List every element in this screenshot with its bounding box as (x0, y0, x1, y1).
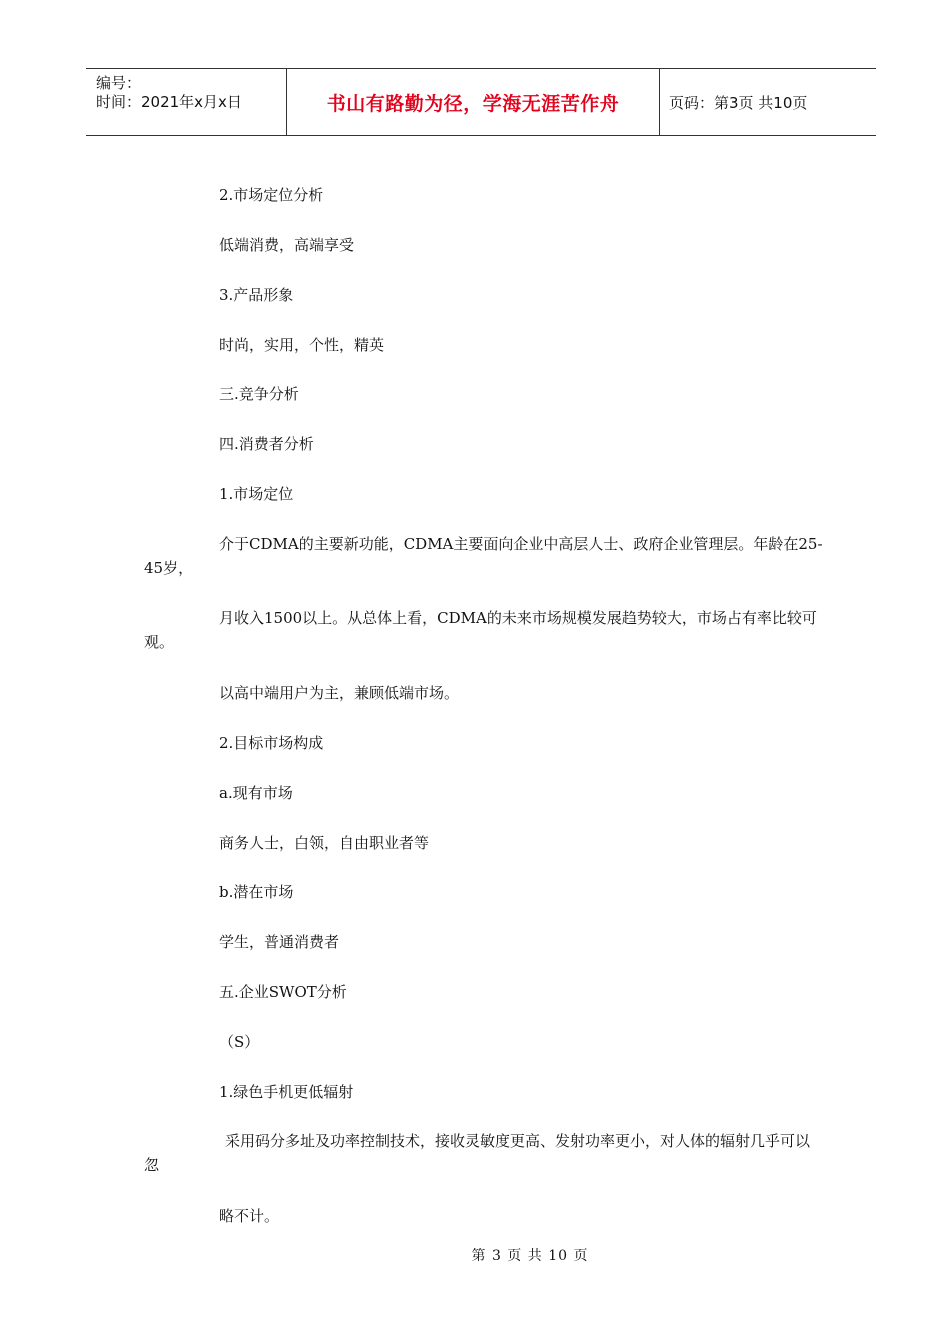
paragraph: 1.市场定位 (219, 485, 294, 503)
paragraph: （S） (219, 1033, 260, 1051)
page-footer: 第 3 页 共 10 页 (471, 1248, 589, 1264)
paragraph: 采用码分多址及功率控制技术，接收灵敏度更高、发射功率更小，对人体的辐射几乎可以忽 (144, 1132, 811, 1174)
paragraph: 学生，普通消费者 (219, 933, 340, 951)
paragraph: 1.绿色手机更低辐射 (219, 1083, 354, 1101)
paragraph: a.现有市场 (219, 784, 293, 802)
paragraph: 介于CDMA的主要新功能，CDMA主要面向企业中高层人士、政府企业管理层。年龄在25-45岁， (144, 535, 823, 577)
paragraph: b.潜在市场 (219, 883, 294, 901)
document-date-label: 时间：2021年x月x日 (96, 93, 242, 111)
document-number-label: 编号： (96, 74, 142, 92)
paragraph: 五.企业SWOT分析 (219, 983, 347, 1001)
paragraph: 2.市场定位分析 (219, 186, 324, 204)
header-page-number: 页码：第3页 共10页 (669, 93, 808, 112)
paragraph: 低端消费，高端享受 (219, 236, 355, 254)
paragraph: 时尚，实用，个性，精英 (219, 336, 385, 354)
paragraph: 月收入1500以上。从总体上看，CDMA的未来市场规模发展趋势较大，市场占有率比较可观。 (144, 609, 817, 651)
paragraph: 2.目标市场构成 (219, 734, 324, 752)
paragraph: 以高中端用户为主，兼顾低端市场。 (219, 684, 460, 702)
paragraph: 三.竞争分析 (219, 385, 299, 403)
header-motto-cell (287, 69, 660, 135)
paragraph: 略不计。 (219, 1207, 280, 1225)
paragraph: 四.消费者分析 (219, 435, 314, 453)
header-meta (86, 69, 287, 135)
paragraph: 3.产品形象 (219, 286, 294, 304)
header-motto: 书山有路勤为径，学海无涯苦作舟 (326, 92, 620, 115)
paragraph: 商务人士，白领，自由职业者等 (219, 834, 430, 852)
document-header (86, 68, 876, 136)
